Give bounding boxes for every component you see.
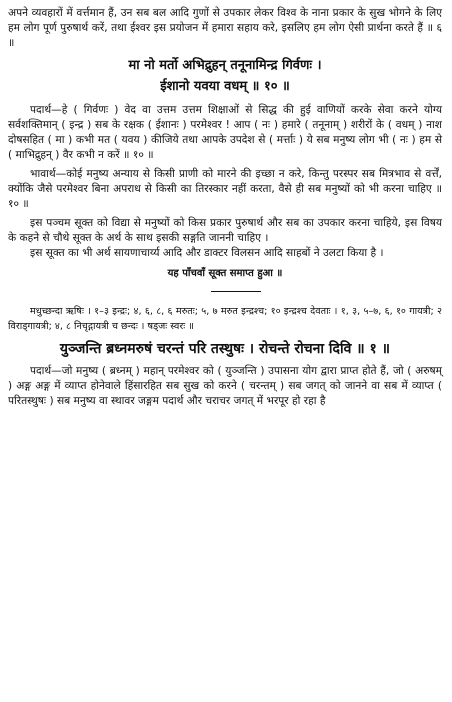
intro-paragraph: अपने व्यवहारों में वर्त्तमान हैं, उन सब बल आदि गुणों से उपकार लेकर विश्व के नाना प्रकार के सुख भोगने के लिए हम लोग पूर्ण पुरुषार्थ करें, तथा ईश्वर इस प्रयोजन में हमारा सहाय करे, इसलिए हम लोग ऐसी प्रार्थना करते हैं ॥ ६ ॥ [8, 7, 442, 49]
mantra-6-1: युञ्जन्ति ब्रध्नमरुषं चरन्तं परि तस्थुषः । रोचन्ते रोचना दिवि ॥ १ ॥ [59, 341, 391, 357]
sukta-colophon: यह पाँचवाँ सूक्त समाप्त हुआ ॥ [167, 268, 283, 279]
summary-paragraph-1: इस पञ्चम सूक्त को विद्या से मनुष्यों को किस प्रकार पुरुषार्थ और सब का उपकार करना चाहिये, इस विषय के कहने से चौथे सूक्त के अर्थ के साथ इसकी सङ्गति जाननी चाहिए । [8, 217, 442, 244]
padartha-paragraph-6-1: पदार्थ—जो मनुष्य ( ब्रध्नम् ) महान् परमेश्वर को ( युञ्जन्ति ) उपासना योग द्वारा प्राप्त होते हैं, जो ( अरुषम् ) अङ्ग अङ्ग में व्याप्त होनेवाले हिंसारहित सब सुख को करने ( चरन्तम् ) सब जगत् को जानने वा सब में व्याप्त ( परितस्थुषः ) सब मनुष्य वा स्थावर जङ्गम पदार्थ और चराचर जगत् में भरपूर हो रहा है [8, 365, 442, 407]
mantra-10-line-1: मा नो मर्तो अभिद्रुहन् तनूनामिन्द्र गिर्वणः । [128, 58, 322, 73]
bhavartha-paragraph-10: भावार्थ—कोई मनुष्य अन्याय से किसी प्राणी को मारने की इच्छा न करे, किन्तु परस्पर सब मित्रभाव से वर्त्तें, क्योंकि जैसे परमेश्वर बिना अपराध से किसी का तिरस्कार नहीं करता, वैसे ही सब मनुष्यों को भी करना चाहिए ॥ १० ॥ [8, 168, 442, 210]
padartha-paragraph-10: पदार्थ—हे ( गिर्वणः ) वेद वा उत्तम उत्तम शिक्षाओं से सिद्ध की हुई वाणियों करके सेवा करने योग्य सर्वशक्तिमान् ( इन्द्र ) सब के रक्षक ( ईशानः ) परमेश्वर ! आप ( नः ) हमारे ( तनूनाम् ) शरीरों के ( वधम् ) नाश दोषसहित ( मा ) कभी मत ( यवय ) कीजिये तथा आपके उपदेश से ( मर्त्ताः ) ये सब मनुष्य लोग भी ( नः ) हम से ( माभिद्रुहन् ) वैर कभी न करें ॥ १० ॥ [8, 104, 442, 161]
summary-paragraph-2: इस सूक्त का भी अर्थ सायणाचार्य्य आदि और डाक्टर विलसन आदि साहबों ने उलटा किया है । [30, 247, 384, 259]
mantra-10-line-2: ईशानो यवया वधम् ॥ १० ॥ [160, 79, 290, 94]
sukta-6-header: मधुच्छन्दा ऋषिः । १–३ इन्द्रः; ४, ६, ८, ६ मरुतः; ५, ७ मरुत इन्द्रश्च; १० इन्द्रश्च देवताः । १, ३, ५–७, ६, १० गायत्री; २ विराड्गायत्री; ४, ८ निचृद्गायत्री च छन्दः । षड्जः स्वरः ॥ [8, 306, 442, 332]
separator-rule [211, 291, 261, 292]
section-separator [8, 279, 442, 305]
